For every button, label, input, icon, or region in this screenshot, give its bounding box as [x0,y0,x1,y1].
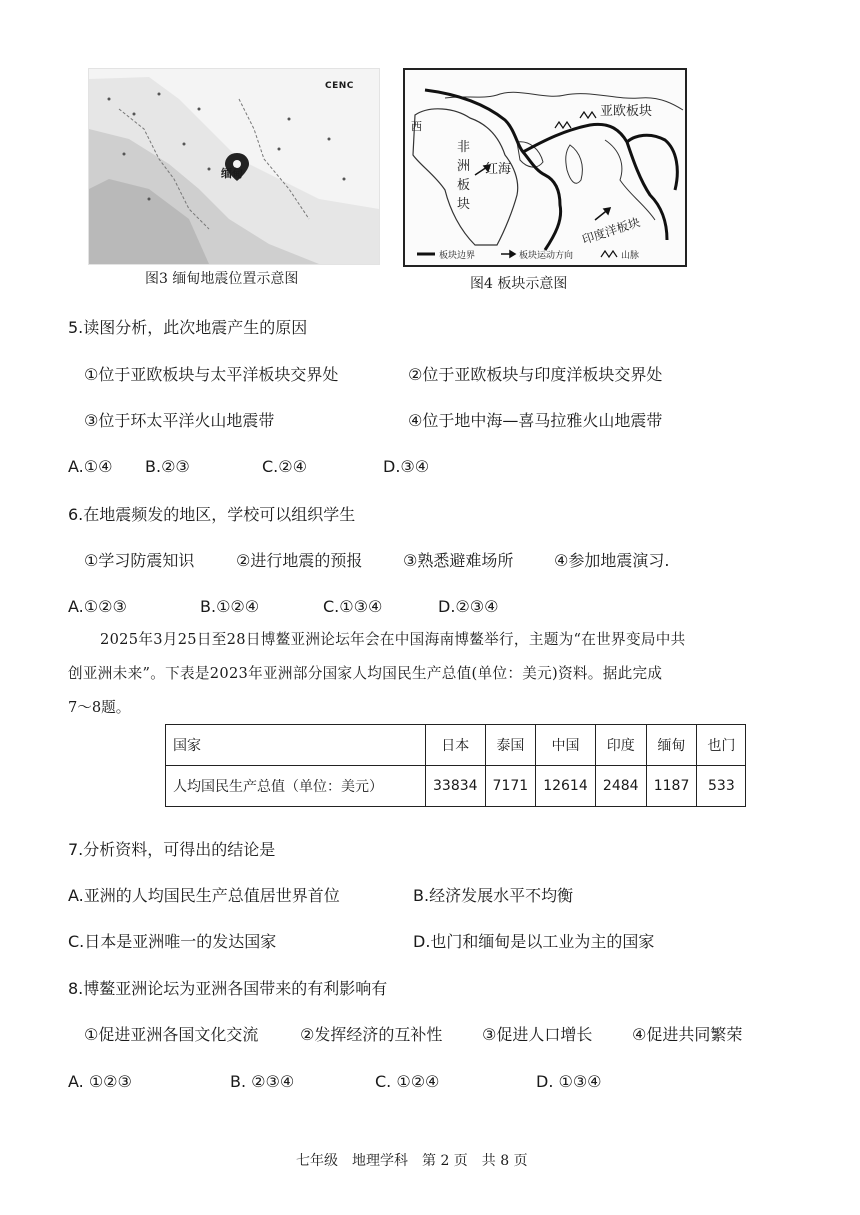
table-cell: 33834 [426,766,486,807]
q6-option-2: ②进行地震的预报 [236,551,363,570]
q8-choice-d[interactable]: D. ①③④ [536,1072,602,1091]
table-cell: 2484 [595,766,646,807]
q8-stem: 8.博鳌亚洲论坛为亚洲各国带来的有利影响有 [68,979,388,998]
table-cell: 1187 [646,766,697,807]
figure-3-map [88,68,380,265]
passage-line-3: 7～8题。 [68,699,131,716]
label-indian-plate: 印度洋板块 [580,215,642,247]
q6-stem: 6.在地震频发的地区，学校可以组织学生 [68,505,356,524]
page-footer: 七年级 地理学科 第 2 页 共 8 页 [296,1153,528,1169]
label-african-plate [457,138,471,214]
q8-option-4: ④促进共同繁荣 [632,1025,743,1044]
label-west: 西 [411,120,422,133]
map-marker-label: 缅甸 [221,167,243,180]
label-eurasian-plate: 亚欧板块 [600,104,653,119]
q5-choice-b[interactable]: B.②③ [145,457,190,476]
cenc-logo [325,81,354,91]
q7-choice-c[interactable]: C.日本是亚洲唯一的发达国家 [68,932,277,951]
table-cell: 泰国 [485,725,536,766]
table-cell: 中国 [536,725,596,766]
figure-3-caption: 图3 缅甸地震位置示意图 [145,271,299,287]
q6-choice-c[interactable]: C.①③④ [323,597,383,616]
q5-option-4: ④位于地中海—喜马拉雅火山地震带 [408,411,663,430]
table-cell: 缅甸 [646,725,697,766]
label-african-plate-text: 非洲板块 [457,140,471,212]
q7-stem: 7.分析资料，可得出的结论是 [68,840,276,859]
q5-stem: 5.读图分析，此次地震产生的原因 [68,318,308,337]
table-cell: 533 [697,766,746,807]
q6-choice-b[interactable]: B.①②④ [200,597,260,616]
q6-choice-d[interactable]: D.②③④ [438,597,499,616]
table-cell: 国家 [166,725,426,766]
table-cell: 人均国民生产总值（单位：美元） [166,766,426,807]
passage-line-2: 创亚洲未来”。下表是2023年亚洲部分国家人均国民生产总值(单位：美元)资料。据此完成 [68,665,663,682]
q8-option-3: ③促进人口增长 [482,1025,593,1044]
table-row [166,766,746,807]
legend-motion-label: 板块运动方向 [519,251,574,261]
figure-4-map [403,68,687,267]
legend-mountain-label: 山脉 [621,251,640,261]
gdp-table [165,724,746,807]
q5-choice-c[interactable]: C.②④ [262,457,307,476]
q8-option-2: ②发挥经济的互补性 [300,1025,443,1044]
q8-choice-a[interactable]: A. ①②③ [68,1072,132,1091]
q6-choice-a[interactable]: A.①②③ [68,597,127,616]
q8-choice-b[interactable]: B. ②③④ [230,1072,295,1091]
q5-choice-a[interactable]: A.①④ [68,457,113,476]
q7-choice-a[interactable]: A.亚洲的人均国民生产总值居世界首位 [68,886,340,905]
q5-option-1: ①位于亚欧板块与太平洋板块交界处 [84,365,339,384]
q7-choice-b[interactable]: B.经济发展水平不均衡 [413,886,574,905]
q5-choice-d[interactable]: D.③④ [383,457,430,476]
q6-option-1: ①学习防震知识 [84,551,195,570]
table-cell: 印度 [595,725,646,766]
q6-option-4: ④参加地震演习. [554,551,670,570]
q7-choice-d[interactable]: D.也门和缅甸是以工业为主的国家 [413,932,655,951]
q5-option-2: ②位于亚欧板块与印度洋板块交界处 [408,365,663,384]
table-cell: 日本 [426,725,486,766]
table-cell: 也门 [697,725,746,766]
label-red-sea: 红海 [485,162,512,177]
legend-arrow-icon [501,251,515,257]
q8-choice-c[interactable]: C. ①②④ [375,1072,440,1091]
q8-option-1: ①促进亚洲各国文化交流 [84,1025,259,1044]
table-cell: 12614 [536,766,596,807]
figure-4-caption: 图4 板块示意图 [470,276,568,292]
table-header-row [166,725,746,766]
cenc-logo-text: CENC [325,81,354,91]
passage-line-1: 2025年3月25日至28日博鳌亚洲论坛年会在中国海南博鳌举行，主题为“在世界变局中共 [100,631,686,648]
legend-boundary-label: 板块边界 [439,251,476,261]
q5-option-3: ③位于环太平洋火山地震带 [84,411,275,430]
table-cell: 7171 [485,766,536,807]
q6-option-3: ③熟悉避难场所 [403,551,514,570]
legend-mountain-icon [601,251,617,257]
